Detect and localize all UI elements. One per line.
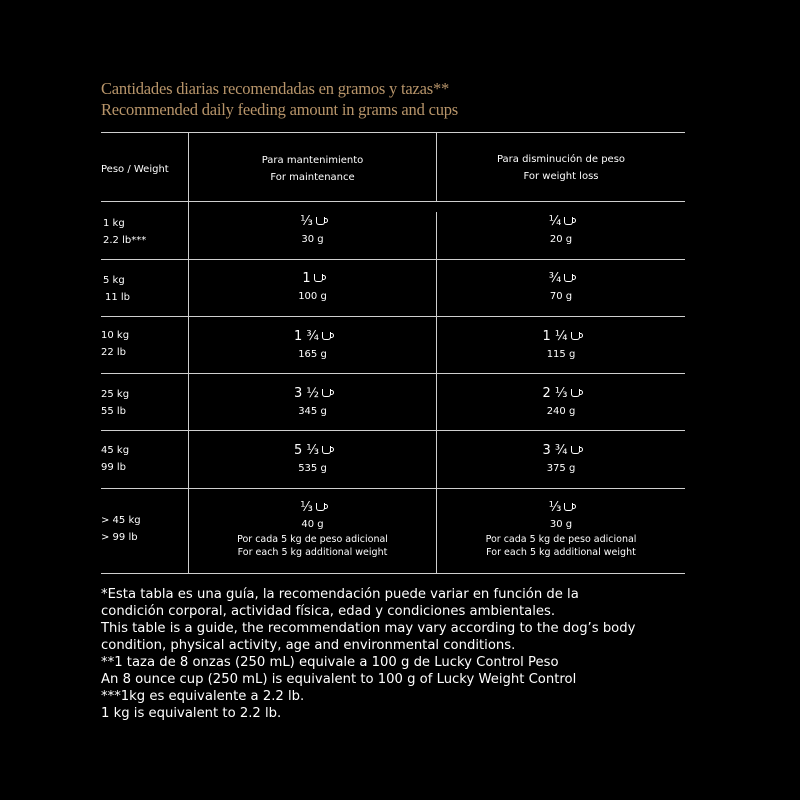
cup-icon	[322, 332, 331, 340]
table-row	[101, 327, 129, 361]
weight-kg: 45 kg	[101, 445, 130, 456]
weightloss-amount	[437, 213, 685, 248]
grams-value: 535 g	[298, 463, 327, 474]
weightloss-amount	[437, 499, 685, 559]
footnote-line: condition, physical activity, age and environmental conditions.	[101, 638, 516, 653]
maintenance-amount	[189, 270, 436, 305]
cup-icon	[571, 389, 580, 397]
grams-value: 30 g	[549, 519, 573, 530]
grams-value: 240 g	[546, 406, 576, 417]
additional-weight-note-es: Por cada 5 kg de peso adicional	[485, 534, 637, 545]
cups-value: ⅓	[300, 500, 313, 515]
table-row	[103, 272, 130, 306]
weight-kg: > 45 kg	[101, 515, 141, 526]
cups-value: ⅓	[548, 500, 562, 515]
additional-weight-note-es: Por cada 5 kg de peso adicional	[237, 534, 388, 545]
weight-lb: 55 lb	[101, 406, 127, 417]
weight-lb: > 99 lb	[101, 532, 138, 543]
cup-icon	[322, 389, 331, 397]
maintenance-amount	[189, 385, 436, 420]
header-weight: Peso / Weight	[101, 164, 169, 175]
maintenance-amount	[189, 499, 436, 559]
cups-value: 1 ¾	[293, 329, 319, 344]
header-maintenance	[189, 152, 436, 186]
grams-value: 115 g	[546, 349, 576, 360]
footnote-line: *Esta tabla es una guía, la recomendación puede variar en función de la	[101, 587, 579, 602]
table-row	[101, 512, 141, 546]
header-weightloss-en: For weight loss	[523, 171, 599, 182]
additional-weight-note-en: For each 5 kg additional weight	[237, 547, 388, 558]
table-row	[101, 442, 129, 476]
cups-value: 5 ⅓	[293, 443, 319, 458]
grams-value: 375 g	[546, 463, 576, 474]
weight-kg: 25 kg	[101, 389, 130, 400]
table-row	[101, 386, 129, 420]
weight-lb: 22 lb	[101, 347, 127, 358]
header-maintenance-en: For maintenance	[270, 172, 355, 183]
maintenance-amount	[189, 213, 436, 248]
cup-icon	[316, 217, 325, 225]
weightloss-amount	[437, 328, 685, 363]
footnote-line: This table is a guide, the recommendation may vary according to the dog’s body	[101, 621, 636, 636]
grams-value: 70 g	[549, 291, 573, 302]
table-row	[103, 215, 146, 249]
weightloss-amount	[437, 442, 685, 477]
additional-weight-note-en: For each 5 kg additional weight	[486, 547, 636, 558]
cups-value: ⅓	[300, 214, 313, 229]
page-title	[101, 78, 458, 120]
cup-icon	[322, 446, 331, 454]
cups-value: 1	[302, 271, 311, 286]
grams-value: 30 g	[301, 234, 324, 245]
grams-value: 345 g	[298, 406, 327, 417]
cups-value: 1 ¼	[542, 329, 568, 344]
header-maintenance-es: Para mantenimiento	[261, 155, 364, 166]
grams-value: 40 g	[301, 519, 324, 530]
header-weightloss-es: Para disminución de peso	[496, 154, 626, 165]
weight-lb: 99 lb	[101, 462, 127, 473]
weight-lb: 11 lb	[105, 292, 131, 303]
weight-kg: 5 kg	[103, 275, 125, 286]
footnotes	[101, 586, 721, 722]
footnote-line: **1 taza de 8 onzas (250 mL) equivale a 100 g de Lucky Control Peso	[101, 655, 559, 670]
footnote-line: condición corporal, actividad física, edad y condiciones ambientales.	[101, 604, 556, 619]
weight-lb: 2.2 lb***	[103, 235, 147, 246]
cups-value: 2 ⅓	[542, 386, 568, 401]
weight-kg: 10 kg	[101, 330, 130, 341]
table-bottom-rule	[101, 573, 685, 574]
cup-icon	[571, 332, 580, 340]
weightloss-amount	[437, 270, 685, 305]
grams-value: 165 g	[298, 349, 327, 360]
cups-value: ¼	[548, 214, 562, 229]
cups-value: 3 ½	[293, 386, 319, 401]
title-english: Recommended daily feeding amount in grams and cups	[101, 100, 459, 119]
weight-kg: 1 kg	[103, 218, 125, 229]
grams-value: 20 g	[549, 234, 573, 245]
grams-value: 100 g	[298, 291, 327, 302]
title-spanish: Cantidades diarias recomendadas en gramos y tazas**	[101, 79, 450, 98]
cups-value: ¾	[548, 271, 562, 286]
cup-icon	[564, 217, 573, 225]
footnote-line: 1 kg is equivalent to 2.2 lb.	[101, 706, 282, 721]
header-weight-loss	[437, 151, 685, 185]
weightloss-amount	[437, 385, 685, 420]
maintenance-amount	[189, 442, 436, 477]
cups-value: 3 ¾	[542, 443, 568, 458]
maintenance-amount	[189, 328, 436, 363]
footnote-line: An 8 ounce cup (250 mL) is equivalent to 100 g of Lucky Weight Control	[101, 672, 577, 687]
cup-icon	[564, 503, 573, 511]
footnote-line: ***1kg es equivalente a 2.2 lb.	[101, 689, 305, 704]
cup-icon	[564, 274, 573, 282]
cup-icon	[316, 503, 325, 511]
cup-icon	[571, 446, 580, 454]
cup-icon	[314, 274, 323, 282]
